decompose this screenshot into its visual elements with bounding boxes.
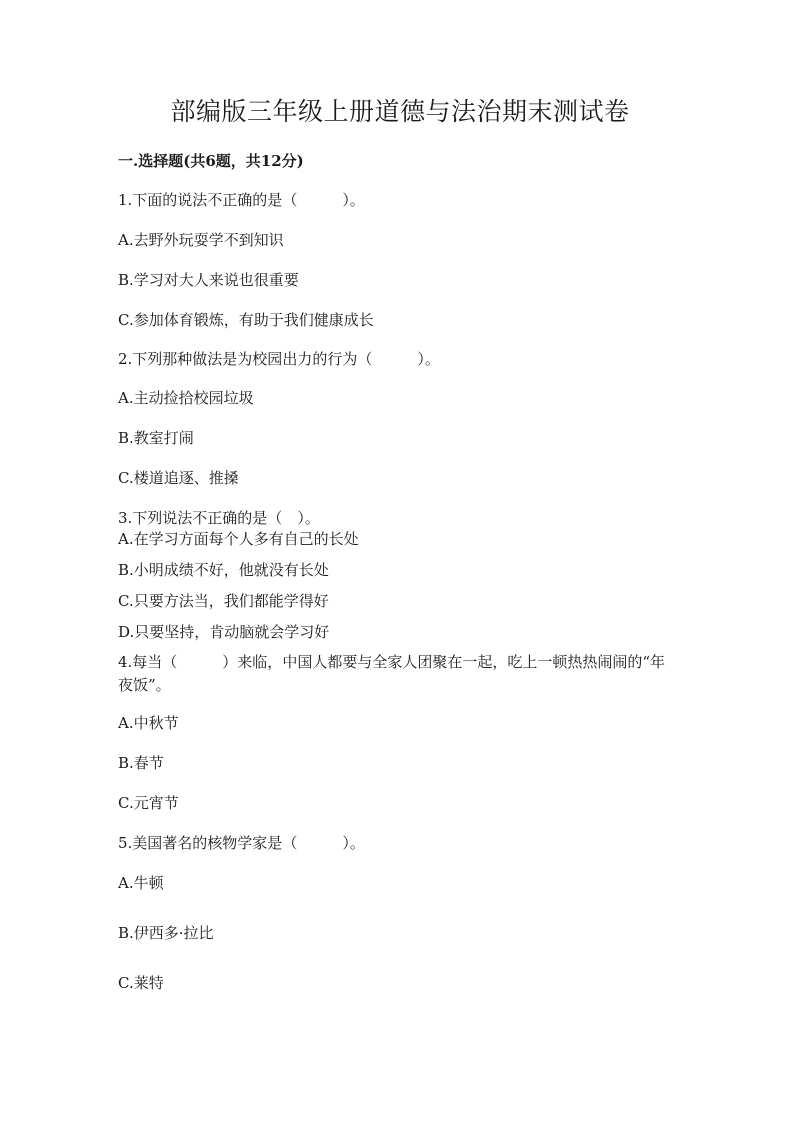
question-4-option-c: C.元宵节 xyxy=(118,794,179,812)
section-heading: 一.选择题(共6题，共12分) xyxy=(118,152,304,170)
question-4-option-a: A.中秋节 xyxy=(118,714,179,732)
question-5-option-b: B.伊西多·拉比 xyxy=(118,924,214,942)
question-2-option-a: A.主动捡拾校园垃圾 xyxy=(118,389,254,407)
question-2-option-b: B.教室打闹 xyxy=(118,429,194,447)
question-1-option-b: B.学习对大人来说也很重要 xyxy=(118,271,299,289)
question-5-stem: 5.美国著名的核物学家是（ ）。 xyxy=(118,834,365,852)
question-3-stem: 3.下列说法不正确的是（ ）。 xyxy=(118,509,320,527)
question-1-stem: 1.下面的说法不正确的是（ ）。 xyxy=(118,191,365,209)
question-5-option-c: C.莱特 xyxy=(118,974,164,992)
question-1-option-c: C.参加体育锻炼，有助于我们健康成长 xyxy=(118,311,374,329)
question-3-option-a: A.在学习方面每个人多有自己的长处 xyxy=(118,530,359,548)
question-4-stem: 4.每当（ ）来临，中国人都要与全家人团聚在一起，吃上一顿热热闹闹的“年夜饭”。 xyxy=(118,653,665,694)
question-4-option-b: B.春节 xyxy=(118,754,164,772)
question-5-option-a: A.牛顿 xyxy=(118,874,164,892)
question-1-option-a: A.去野外玩耍学不到知识 xyxy=(118,231,284,249)
question-3-option-d: D.只要坚持，肯动脑就会学习好 xyxy=(118,623,330,641)
question-2-stem: 2.下列那种做法是为校园出力的行为（ ）。 xyxy=(118,350,440,368)
page-title: 部编版三年级上册道德与法治期末测试卷 xyxy=(170,97,630,126)
question-3-option-c: C.只要方法当，我们都能学得好 xyxy=(118,592,329,610)
question-3-option-b: B.小明成绩不好，他就没有长处 xyxy=(118,561,329,579)
question-2-option-c: C.楼道追逐、推搡 xyxy=(118,469,239,487)
